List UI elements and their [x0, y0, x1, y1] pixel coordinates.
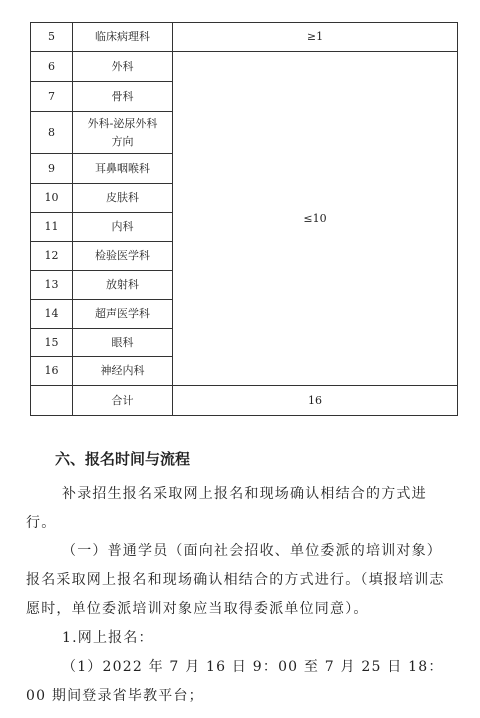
table-row [31, 52, 458, 82]
department-name: 超声医学科 [73, 300, 173, 329]
row-number: 11 [31, 213, 73, 242]
row-number: 12 [31, 242, 73, 271]
department-name: 外科 [73, 52, 173, 82]
department-name: 眼科 [73, 329, 173, 357]
row-number: 15 [31, 329, 73, 357]
paragraph-intro: 补录招生报名采取网上报名和现场确认相结合的方式进行。 [26, 486, 427, 531]
merged-quota-cell: ≤10 [173, 52, 458, 386]
department-name: 神经内科 [73, 357, 173, 386]
total-value: 16 [173, 386, 458, 416]
row-number: 6 [31, 52, 73, 82]
row-number: 7 [31, 82, 73, 112]
row-number: 16 [31, 357, 73, 386]
department-name: 放射科 [73, 271, 173, 300]
department-name: 耳鼻咽喉科 [73, 154, 173, 184]
department-name: 内科 [73, 213, 173, 242]
row-number: 14 [31, 300, 73, 329]
table-row [31, 23, 458, 52]
paragraph-registration-period: （1）2022 年 7 月 16 日 9：00 至 7 月 25 日 18：00 期间登录省毕教平台； [26, 659, 444, 704]
department-name: 临床病理科 [73, 23, 173, 52]
paragraph-regular-students: （一）普通学员（面向社会招收、单位委派的培训对象）报名采取网上报名和现场确认相结合的方式进行。（填报培训志愿时，单位委派培训对象应当取得委派单位同意）。 [26, 543, 445, 617]
paragraph-online-registration: 1.网上报名： [62, 630, 154, 646]
section-heading: 六、报名时间与流程 [55, 450, 191, 468]
total-label: 合计 [73, 386, 173, 416]
department-name: 骨科 [73, 82, 173, 112]
department-name: 外科-泌尿外科方向 [73, 112, 173, 154]
row-number: 10 [31, 184, 73, 213]
row-number: 8 [31, 112, 73, 154]
row-number: 13 [31, 271, 73, 300]
department-name: 皮肤科 [73, 184, 173, 213]
quota-table [30, 22, 458, 416]
table-total-row [31, 386, 458, 416]
department-name: 检验医学科 [73, 242, 173, 271]
total-blank-cell [31, 386, 73, 416]
quota-value: ≥1 [173, 23, 458, 52]
row-number: 9 [31, 154, 73, 184]
row-number: 5 [31, 23, 73, 52]
